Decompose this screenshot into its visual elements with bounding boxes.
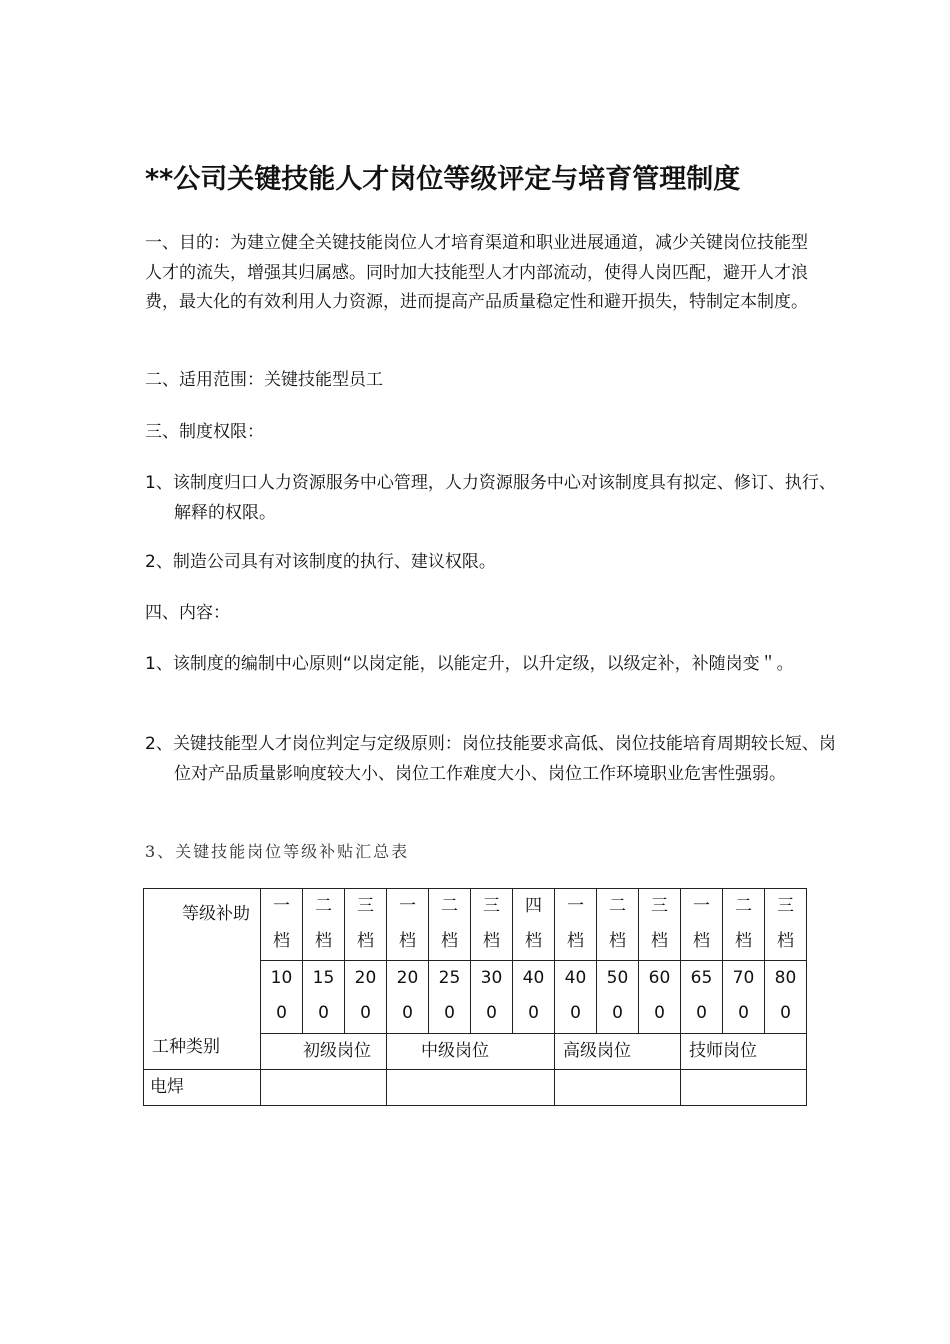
grade-cell: 四 档 <box>513 889 555 961</box>
amount-cell: 50 0 <box>597 961 639 1033</box>
section-scope: 二、适用范围：关键技能型员工 <box>145 370 383 390</box>
amount-cell: 30 0 <box>471 961 513 1033</box>
table-row <box>144 1070 807 1106</box>
section-content-heading: 四、内容： <box>145 603 230 623</box>
amount-cell: 20 0 <box>387 961 429 1033</box>
category-cell-technician: 技师岗位 <box>681 1033 807 1069</box>
grade-cell: 三 档 <box>471 889 513 961</box>
grade-cell: 一 档 <box>681 889 723 961</box>
grade-cell: 二 档 <box>723 889 765 961</box>
grade-cell: 一 档 <box>555 889 597 961</box>
grade-cell: 二 档 <box>429 889 471 961</box>
corner-top-label: 等级补助 <box>182 904 250 924</box>
category-cell-senior: 高级岗位 <box>555 1033 681 1069</box>
content-item-1: 1、该制度的编制中心原则“以岗定能，以能定升，以升定级，以级定补，补随岗变＂。 <box>145 654 794 674</box>
amount-cell: 70 0 <box>723 961 765 1033</box>
page-title: **公司关键技能人才岗位等级评定与培育管理制度 <box>145 164 741 195</box>
table-cell <box>261 1070 387 1106</box>
corner-bottom-label: 工种类别 <box>152 1037 220 1057</box>
table-cell <box>681 1070 807 1106</box>
authority-item-1: 1、该制度归口人力资源服务中心管理，人力资源服务中心对该制度具有拟定、修订、执行、解释的权限。 <box>145 473 836 523</box>
amount-cell: 60 0 <box>639 961 681 1033</box>
table-caption: 3、关键技能岗位等级补贴汇总表 <box>145 842 410 861</box>
grade-allowance-table <box>143 888 807 1106</box>
section-authority-heading: 三、制度权限： <box>145 422 264 442</box>
table-row-grades <box>144 889 807 961</box>
row-label-welding: 电焊 <box>144 1070 261 1106</box>
amount-cell: 80 0 <box>765 961 807 1033</box>
amount-cell: 10 0 <box>261 961 303 1033</box>
grade-cell: 三 档 <box>639 889 681 961</box>
content-item-2: 2、关键技能型人才岗位判定与定级原则：岗位技能要求高低、岗位技能培育周期较长短、岗位对产品质量影响度较大小、岗位工作难度大小、岗位工作环境职业危害性强弱。 <box>145 734 836 784</box>
amount-cell: 40 0 <box>513 961 555 1033</box>
grade-cell: 三 档 <box>765 889 807 961</box>
amount-cell: 65 0 <box>681 961 723 1033</box>
amount-cell: 15 0 <box>303 961 345 1033</box>
amount-cell: 20 0 <box>345 961 387 1033</box>
grade-cell: 二 档 <box>597 889 639 961</box>
category-cell-junior: 初级岗位 <box>261 1033 387 1069</box>
amount-cell: 40 0 <box>555 961 597 1033</box>
grade-cell: 二 档 <box>303 889 345 961</box>
authority-item-2: 2、制造公司具有对该制度的执行、建议权限。 <box>145 552 496 572</box>
table-cell <box>555 1070 681 1106</box>
grade-cell: 三 档 <box>345 889 387 961</box>
amount-cell: 25 0 <box>429 961 471 1033</box>
table-corner-cell <box>144 889 261 1070</box>
grade-cell: 一 档 <box>261 889 303 961</box>
section-purpose: 一、目的：为建立健全关键技能岗位人才培育渠道和职业进展通道，减少关键岗位技能型人才的流失，增强其归属感。同时加大技能型人才内部流动，使得人岗匹配，避开人才浪费，最大化的有效利用人力资源，进而提高产品质量稳定性和避开损失，特制定本制度。 <box>145 233 808 312</box>
grade-cell: 一 档 <box>387 889 429 961</box>
category-cell-intermediate: 中级岗位 <box>387 1033 555 1069</box>
table-cell <box>387 1070 555 1106</box>
